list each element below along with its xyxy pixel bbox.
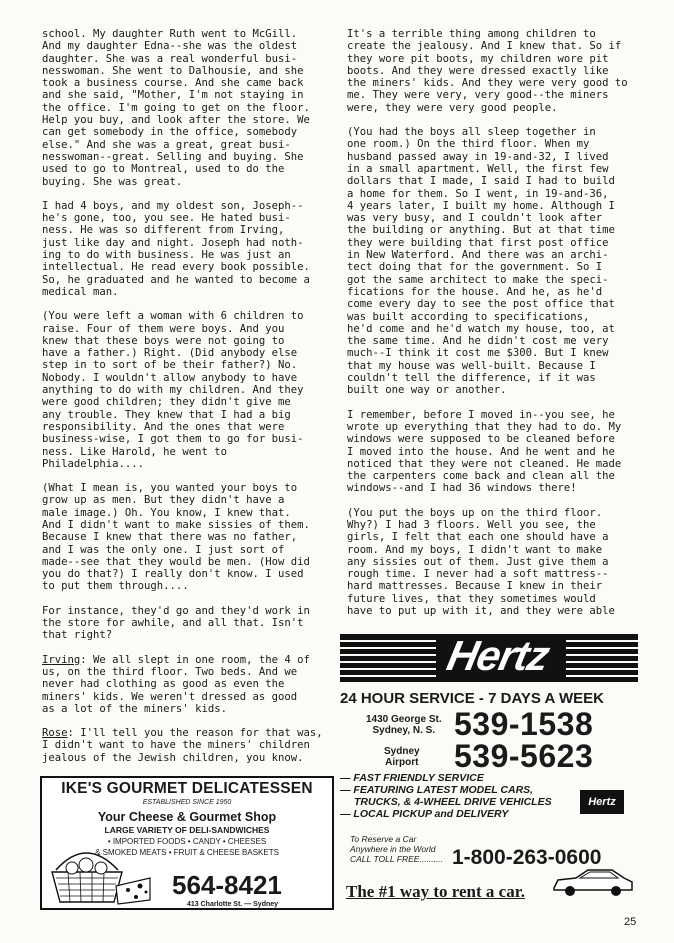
ad-established: ESTABLISHED SINCE 1950 <box>142 799 232 806</box>
paragraph <box>42 654 336 715</box>
ad-address: 413 Charlotte St. — Sydney <box>187 901 279 908</box>
paragraph: It's a terrible thing among children to create the jealousy. And I knew that. So if they wore pit boots, my children wore pit boots. And they were dressed exactly like the miners' kids. And they were very good to me. They were very, very good--the miners were, they were very good people. <box>347 28 628 114</box>
paragraph: I had 4 boys, and my oldest son, Joseph-- he's gone, too, you see. He hated busi- ness. He was so different from Irving, just like day and night. Joseph had noth- ing to do with business. He was just an intellectual. He read every book possible. So, he graduated and he wanted to become a medical man. <box>42 199 310 298</box>
hertz-small-logo: Hertz <box>580 790 624 814</box>
car-icon <box>550 864 636 898</box>
ad-slogan: The #1 way to rent a car. <box>346 882 525 901</box>
page-number: 25 <box>624 916 637 928</box>
feature-item: TRUCKS, & 4-WHEEL DRIVE VEHICLES <box>354 796 552 808</box>
feature-item: — FAST FRIENDLY SERVICE <box>340 772 484 784</box>
phone-george-st: 539-1538 <box>454 706 594 742</box>
ad-items: & SMOKED MEATS • FRUIT & CHEESE BASKETS <box>95 848 279 857</box>
location-airport: Sydney Airport <box>384 746 420 768</box>
ad-phone: 564-8421 <box>172 870 282 900</box>
hertz-logo: Hertz <box>443 632 554 679</box>
speaker-text: : We all slept in one room, the 4 of us, on the third floor. Two beds. And we never had clothing as good as even the miners' kids. We weren't dressed as good as a lot of the miners' kids. <box>42 653 310 715</box>
ad-items: • IMPORTED FOODS • CANDY • CHEESES <box>107 837 267 846</box>
speaker-name: Irving <box>42 653 81 666</box>
left-text-column <box>42 28 336 776</box>
ad-title: IKE'S GOURMET DELICATESSEN <box>61 780 313 797</box>
ad-tagline: Your Cheese & Gourmet Shop <box>97 810 277 824</box>
toll-free-number: 1-800-263-0600 <box>452 846 602 869</box>
speaker-name: Rose <box>42 727 68 740</box>
paragraph: I remember, before I moved in--you see, he wrote up everything that they had to do. My windows were supposed to be cleaned before I moved into the house. And he went and he noticed that they were not cleaned. He made the carpenters come back and clean all the windows--and I had 36 windows there! <box>347 408 622 495</box>
paragraph: (You put the boys up on the third floor. Why?) I had 3 floors. Well you see, the girls, I felt that each one should have a room. And my boys, I didn't want to make any sissies out of them. Just give them a rough time. I never had a soft mattress-- hard mattresses. Because I knew in their future lives, that they sometimes would have to put up with it, and they were able <box>347 506 615 618</box>
paragraph: (You were left a woman with 6 children to raise. Four of them were boys. And you knew that these boys were not going to have a father.) Right. (Did anybody else step in to sort of be their father?) No. Nobody. I wouldn't allow anybody to have anything to do with my children. And they were good children; they didn't give me any trouble. They knew that I had a big responsibility. And the ones that were business-wise, I got them to go for busi- ness. Like Harold, he went to Philadelphia.... <box>42 310 304 470</box>
ad-variety: LARGE VARIETY OF DELI-SANDWICHES <box>104 825 270 835</box>
reserve-text: To Reserve a Car Anywhere in the World CALL TOLL FREE.......... <box>350 834 444 864</box>
paragraph <box>42 727 336 764</box>
phone-airport: 539-5623 <box>454 738 594 774</box>
feature-item: — LOCAL PICKUP and DELIVERY <box>340 808 509 820</box>
hertz-ad <box>340 628 638 910</box>
paragraph: (What I mean is, you wanted your boys to grow up as men. But they didn't have a male image.) Oh. You know, I knew that. And I didn't want to make sissies of them. Because I knew that there was no father, and I was the only one. I just sort of made--see that they would be men. (How did you do that?) I really don't know. I used to put them through.... <box>42 482 310 593</box>
paragraph: school. My daughter Ruth went to McGill. And my daughter Edna--she was the oldest daughter. She was a real wonderful busi- nesswoman. She went to Dalhousie, and she took a business course. And she came back and she said, "Mother, I'm not staying in the office. I'm going to get on the floor. Help you buy, and look after the store. We can get somebody in the office, somebody else." And she was a great, great busi- nesswoman--great. Selling and buying. She used to go to Montreal, used to do the buying. She was great. <box>42 28 310 188</box>
paragraph: For instance, they'd go and they'd work in the store for awhile, and all that. Isn't that right? <box>42 604 310 642</box>
location-george-st: 1430 George St. Sydney, N. S. <box>366 714 442 736</box>
right-text-column <box>347 28 641 629</box>
paragraph: (You had the boys all sleep together in one room.) On the third floor. When my husband passed away in 19-and-32, I lived in a small apartment. Well, the first few dollars that I made, I said I had to build a home for them. So I went, in 19-and-36, 4 years later, I built my home. Although I was very busy, and I couldn't look after the building or anything. But at that time they were building that first post office in New Waterford. And there was an archi- tect doing that for the government. So I got the same architect to make the speci- fications for the house. And he, as he'd come every day to see the post office that was built according to specifications, he'd come and he'd watch my house, too, at the same time. And he didn't cost me very much--I think it cost me $300. But I knew that my house was well-built. Because I couldn't tell the difference, if it was built one way or another. <box>347 126 615 397</box>
speaker-text: : I'll tell you the reason for that was, I didn't want to have the miners' children jealous of the Jewish children, you know. <box>42 727 323 764</box>
feature-item: — FEATURING LATEST MODEL CARS, <box>340 784 534 796</box>
ikes-delicatessen-ad <box>40 776 334 910</box>
gift-basket-illustration <box>46 842 156 906</box>
feature-list <box>340 772 552 820</box>
ad-headline: 24 HOUR SERVICE - 7 DAYS A WEEK <box>340 690 604 707</box>
